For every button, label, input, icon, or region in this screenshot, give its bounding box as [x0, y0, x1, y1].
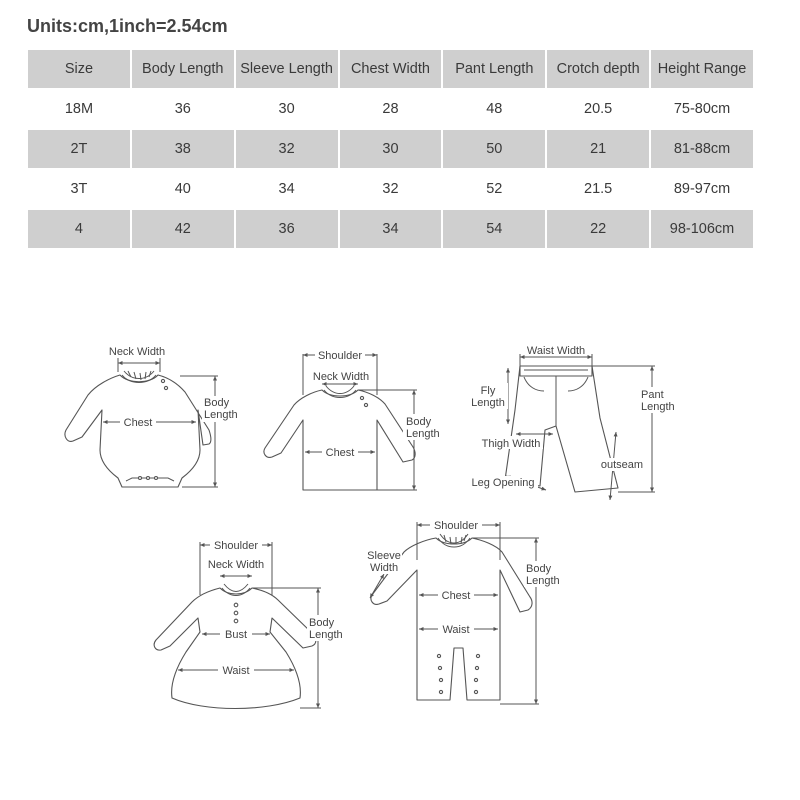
header-crotch-depth: Crotch depth — [547, 50, 649, 90]
header-height-range: Height Range — [651, 50, 753, 90]
table-cell: 40 — [132, 170, 234, 210]
shirt-button — [364, 403, 367, 406]
shirt-diagram — [264, 348, 443, 490]
pants-thigh-width-label: Thigh Width — [481, 438, 541, 450]
shirt-button — [360, 396, 363, 399]
bodysuit-outline — [65, 375, 211, 487]
dress-waist-label: Waist — [222, 665, 250, 677]
romper-snap — [437, 654, 440, 657]
shirt-outline — [264, 390, 415, 490]
dress-button — [234, 603, 238, 607]
table-cell: 98-106cm — [651, 210, 753, 250]
table-cell: 32 — [236, 130, 338, 170]
romper-snap — [439, 690, 442, 693]
bodysuit-neck-width-label: Neck Width — [108, 346, 166, 358]
shirt-neck-width-label: Neck Width — [312, 371, 370, 383]
dress-neck-width-label: Neck Width — [207, 559, 265, 571]
romper-diagram — [366, 518, 564, 704]
bodysuit-snap — [147, 477, 150, 480]
header-sleeve-length: Sleeve Length — [236, 50, 338, 90]
table-cell: 34 — [340, 210, 442, 250]
bodysuit-snap — [139, 477, 142, 480]
bodysuit-body-length-label: Body — [204, 397, 230, 409]
table-cell: 21.5 — [547, 170, 649, 210]
table-cell: 30 — [340, 130, 442, 170]
dress-bust-label: Bust — [224, 629, 248, 641]
table-cell: 21 — [547, 130, 649, 170]
dress-button — [234, 611, 238, 615]
pants-waist-width-label: Waist Width — [526, 345, 586, 357]
dress-diagram — [154, 538, 347, 709]
shirt-body-length-label: Length — [406, 428, 440, 440]
romper-snap — [438, 666, 441, 669]
pants-outseam-label: outseam — [600, 459, 644, 471]
shirt-chest-label: Chest — [325, 447, 355, 459]
table-cell: 36 — [236, 210, 338, 250]
romper-snap — [439, 678, 442, 681]
dress-body-length-label: Length — [309, 629, 343, 641]
table-cell: 4 — [28, 210, 130, 250]
table-cell: 52 — [443, 170, 545, 210]
bodysuit-button — [164, 386, 167, 389]
romper-snap — [474, 678, 477, 681]
table-cell: 48 — [443, 90, 545, 130]
pants-pant-length-label: Pant — [641, 389, 664, 401]
header-chest-width: Chest Width — [340, 50, 442, 90]
romper-shoulder-label: Shoulder — [433, 520, 479, 532]
romper-snap — [475, 666, 478, 669]
table-cell: 2T — [28, 130, 130, 170]
table-cell: 22 — [547, 210, 649, 250]
dress-shoulder-label: Shoulder — [213, 540, 259, 552]
pants-fly-length-label: Length — [471, 397, 505, 409]
romper-sleeve-width-label: Width — [369, 562, 399, 574]
dress-button — [234, 619, 238, 623]
romper-body-length-label: Length — [526, 575, 560, 587]
dress-body-length-label: Body — [309, 617, 335, 629]
pants-leg-opening-label: Leg Opening — [471, 477, 535, 489]
table-cell: 18M — [28, 90, 130, 130]
bodysuit-chest-label: Chest — [123, 417, 153, 429]
pants-pant-length-label: Length — [641, 401, 675, 413]
bodysuit-diagram — [65, 346, 240, 487]
table-cell: 3T — [28, 170, 130, 210]
table-cell: 28 — [340, 90, 442, 130]
bodysuit-snap — [155, 477, 158, 480]
units-title: Units:cm,1inch=2.54cm — [27, 16, 228, 36]
romper-chest-label: Chest — [441, 590, 471, 602]
shirt-collar-rib — [326, 386, 354, 394]
table-cell: 81-88cm — [651, 130, 753, 170]
romper-snap — [476, 654, 479, 657]
romper-waist-label: Waist — [442, 624, 470, 636]
bodysuit-button — [161, 379, 164, 382]
shirt-shoulder-label: Shoulder — [317, 350, 363, 362]
romper-sleeve-width-label: Sleeve — [367, 550, 401, 562]
pants-waistband — [520, 366, 592, 376]
table-cell: 36 — [132, 90, 234, 130]
pants-outline — [505, 366, 618, 492]
table-cell: 20.5 — [547, 90, 649, 130]
romper-body-length-label: Body — [526, 563, 552, 575]
table-cell: 34 — [236, 170, 338, 210]
table-cell: 75-80cm — [651, 90, 753, 130]
pants-diagram — [470, 345, 678, 500]
bodysuit-body-length-label: Length — [204, 409, 238, 421]
table-cell: 89-97cm — [651, 170, 753, 210]
dress-collar-rib — [224, 584, 248, 592]
header-pant-length: Pant Length — [443, 50, 545, 90]
table-cell: 30 — [236, 90, 338, 130]
romper-snap — [474, 690, 477, 693]
pants-fly-length-label: Fly — [480, 385, 496, 397]
shirt-body-length-label: Body — [406, 416, 432, 428]
table-cell: 42 — [132, 210, 234, 250]
table-cell: 54 — [443, 210, 545, 250]
header-size: Size — [28, 50, 130, 90]
table-cell: 38 — [132, 130, 234, 170]
table-cell: 50 — [443, 130, 545, 170]
table-cell: 32 — [340, 170, 442, 210]
header-body-length: Body Length — [132, 50, 234, 90]
